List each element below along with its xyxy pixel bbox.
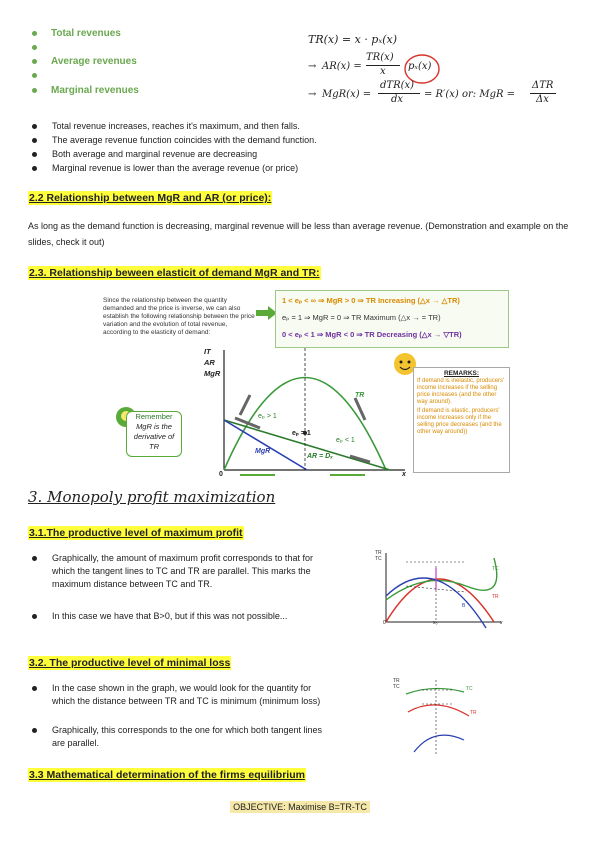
- graph31-profit-label: B: [462, 603, 466, 609]
- list-item: Graphically, this corresponds to the one for which both tangent lines are parallel.: [32, 724, 322, 750]
- list-item: In the case shown in the graph, we would look for the quantity for which the distance between TR and TC is minimum (minimum loss): [32, 682, 322, 708]
- rule-increasing: 1 < eₚ < ∞ ⇒ MgR > 0 ⇒ TR Increasing (△x → △TR): [282, 296, 460, 305]
- tc-curve: [406, 688, 464, 694]
- elasticity-chart: [200, 340, 410, 482]
- list-item: Marginal revenue is lower than the average revenue (or price): [32, 162, 592, 175]
- list-item: The average revenue function coincides with the demand function.: [32, 134, 592, 147]
- formula-tr: TR(x) = x · pₓ(x): [308, 33, 398, 46]
- tr-curve: [408, 705, 469, 716]
- list-item-marginal-revenues: Marginal revenues: [32, 85, 139, 96]
- list-item-empty: [32, 70, 51, 81]
- list-item-average-revenues: Average revenues: [32, 56, 137, 67]
- section-heading-3-1: 3.1.The productive level of maximum profit: [29, 527, 243, 539]
- objective-wrapper: [0, 797, 600, 815]
- list-item: Both average and marginal revenue are decreasing: [32, 148, 592, 161]
- tr-label: TR: [355, 392, 365, 399]
- section-heading-2-2: 2.2 Relationship between MgR and AR (or price):: [29, 192, 272, 204]
- trend-arrow-down: [355, 398, 365, 420]
- list-item: In this case we have that B>0, but if this was not possible...: [32, 610, 322, 623]
- objective-text: OBJECTIVE: Maximise B=TR-TC: [230, 801, 370, 813]
- list-item-total-revenues: Total revenues: [32, 28, 121, 39]
- rule-maximum: eₚ = 1 ⇒ MgR = 0 ⇒ TR Maximum (△x → = TR): [282, 313, 441, 322]
- graph31-y-label: TR TC: [375, 550, 382, 562]
- graph31-tr-label: TR: [492, 594, 499, 600]
- graph32-y-label: TR TC: [393, 678, 400, 690]
- section-3-title: 3. Monopoly profit maximization: [28, 488, 276, 506]
- graph31-x-label: x: [500, 620, 503, 626]
- origin-label: 0: [219, 471, 223, 478]
- loss-graph: [394, 676, 494, 758]
- graph32-tr-label: TR: [470, 710, 477, 716]
- section-heading-2-3: 2.3. Relationship beween elasticit of demand MgR and TR:: [29, 267, 320, 279]
- loss-curve: [414, 735, 464, 752]
- y-axis-labels: IT AR MgR: [204, 347, 221, 378]
- rule-decreasing: 0 < eₚ < 1 ⇒ MgR < 0 ⇒ TR Decreasing (△x → ▽TR): [282, 330, 462, 339]
- graph32-tc-label: TC: [466, 686, 473, 692]
- trend-arrow-up: [240, 395, 250, 415]
- section-heading-3-3: 3.3 Mathematical determination of the firms equilibrium: [29, 769, 305, 781]
- elasticity-lt-label: eₚ < 1: [336, 437, 355, 444]
- paragraph-2-2: As long as the demand function is decreasing, marginal revenue will be less than average revenue. (Demonstration and example on the slides, check it out): [28, 221, 569, 247]
- remarks-box: REMARKS: If demand is inelastic, producers' income increases if the selling price increases (and the other way around). If demand is elastic, producers' income increases only if the selling price decreases (and the other way around)): [413, 367, 510, 473]
- x-axis-label: x: [402, 471, 406, 478]
- list-item: Total revenue increases, reaches it's maximum, and then falls.: [32, 120, 592, 133]
- formula-mgr: → MgR(x) = dTR(x) dx = R′(x) or: MgR = ΔTR Δx: [308, 80, 568, 108]
- section-heading-3-2: 3.2. The productive level of minimal loss: [29, 657, 231, 669]
- graph31-origin: 0: [383, 620, 386, 626]
- formula-ar: → AR(x) = TR(x) x pₓ(x): [308, 52, 432, 77]
- list-item-empty: [32, 42, 51, 53]
- remember-box: Remember MgR is the derivative of TR: [126, 411, 182, 457]
- elasticity-eq-label: eₚ = 1: [292, 430, 311, 437]
- mgr-label: MgR: [255, 448, 271, 455]
- elasticity-intro: Since the relationship between the quantity demanded and the price is inverse, we can also establish the following relationship between the price variation and the evolution of total revenue, according to the elasticity of demand:: [103, 297, 255, 336]
- elasticity-gt-label: eₚ > 1: [258, 413, 277, 420]
- ar-label: AR = Dₓ: [307, 453, 333, 460]
- list-item: Graphically, the amount of maximum profit corresponds to that for which the tangent lines to TC and TR are parallel. This marks the maximum distance between TC and TR.: [32, 552, 322, 591]
- profit-graph: [376, 548, 506, 634]
- graph31-tc-label: TC: [492, 566, 499, 572]
- graph31-x-tick: x₀: [433, 620, 438, 626]
